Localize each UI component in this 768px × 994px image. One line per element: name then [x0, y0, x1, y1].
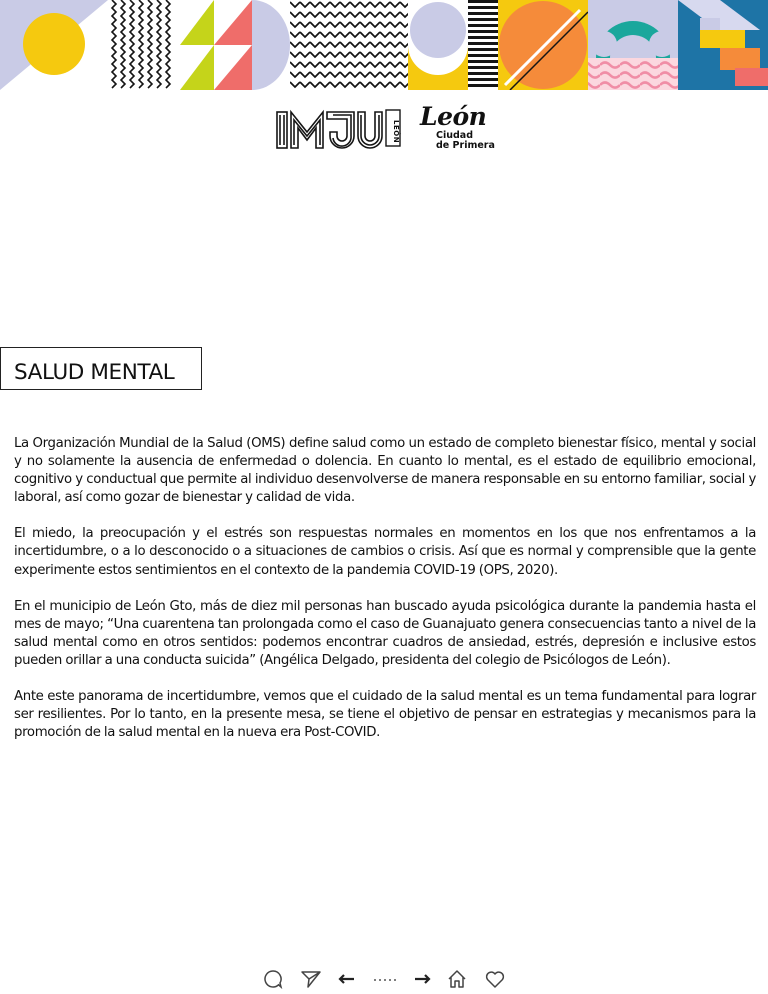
imju-logo	[276, 108, 402, 152]
banner-tile-orange-disc	[498, 0, 588, 90]
logo-bar	[0, 104, 768, 154]
banner-tile-circle	[0, 0, 108, 90]
article-body	[14, 435, 756, 760]
paragraph: La Organización Mundial de la Salud (OMS) define salud como un estado de completo bienestar físico, mental y social y no solamente la ausencia de enfermedad o dolencia. En cuanto lo mental, es el estado de equilibrio emocional, cognitivo y conductual que permite al individuo desenvolverse de manera responsable en su entorno familiar, social y laboral, así como gozar de bienestar y calidad de vida.	[14, 436, 756, 506]
comment-icon[interactable]	[262, 968, 284, 990]
banner-tile-zigzag	[98, 0, 188, 90]
arrow-right-icon[interactable]	[411, 968, 433, 990]
arrow-left-icon[interactable]	[336, 968, 358, 990]
heart-icon[interactable]	[484, 968, 506, 990]
section-title: SALUD MENTAL	[14, 360, 175, 385]
banner-tile-chevrons	[290, 0, 408, 90]
decorative-pattern-banner	[0, 0, 768, 90]
page-dots-icon[interactable]	[372, 968, 400, 990]
leon-logo-line2: de Primera	[436, 140, 495, 151]
imju-logo-subtext: LEÓN	[392, 120, 400, 144]
leon-logo	[418, 104, 498, 154]
paragraph: Ante este panorama de incertidumbre, vemos que el cuidado de la salud mental es un tema fundamental para lograr ser resilientes. Por lo tanto, en la presente mesa, se tiene el objetivo de pensar en estrategias y mecanismos para la promoción de la salud mental en la nueva era Post-COVID.	[14, 689, 756, 741]
banner-tile-stripes	[408, 0, 498, 90]
banner-tile-blocks	[678, 0, 768, 90]
reader-toolbar	[260, 968, 510, 990]
banner-tile-triangles	[180, 0, 290, 90]
leon-logo-tagline	[436, 131, 495, 151]
leon-logo-word: León	[420, 102, 487, 131]
leon-logo-line1: Ciudad	[436, 130, 474, 141]
paragraph: En el municipio de León Gto, más de diez mil personas han buscado ayuda psicológica durante la pandemia hasta el mes de mayo; “Una cuarentena tan prolongada como el caso de Guanajuato genera consecuencias tanto a nivel de la salud mental como en otros sentidos: podemos encontrar cuadros de ansiedad, estrés, depresión e inclusive estos pueden orillar a una conducta suicida” (Angélica Delgado, presidenta del colegio de Psicólogos de León).	[14, 598, 756, 668]
home-icon[interactable]	[446, 968, 468, 990]
send-icon[interactable]	[300, 968, 322, 990]
paragraph: El miedo, la preocupación y el estrés son respuestas normales en momentos en los que nos enfrentamos a la incertidumbre, o a lo desconocido o a situaciones de cambios o crisis. Así que es normal y comprensible que la gente experimente estos sentimientos en el contexto de la pandemia COVID-19 (OPS, 2020).	[14, 526, 756, 578]
section-heading-box	[0, 347, 202, 390]
banner-tile-arch	[588, 0, 678, 90]
